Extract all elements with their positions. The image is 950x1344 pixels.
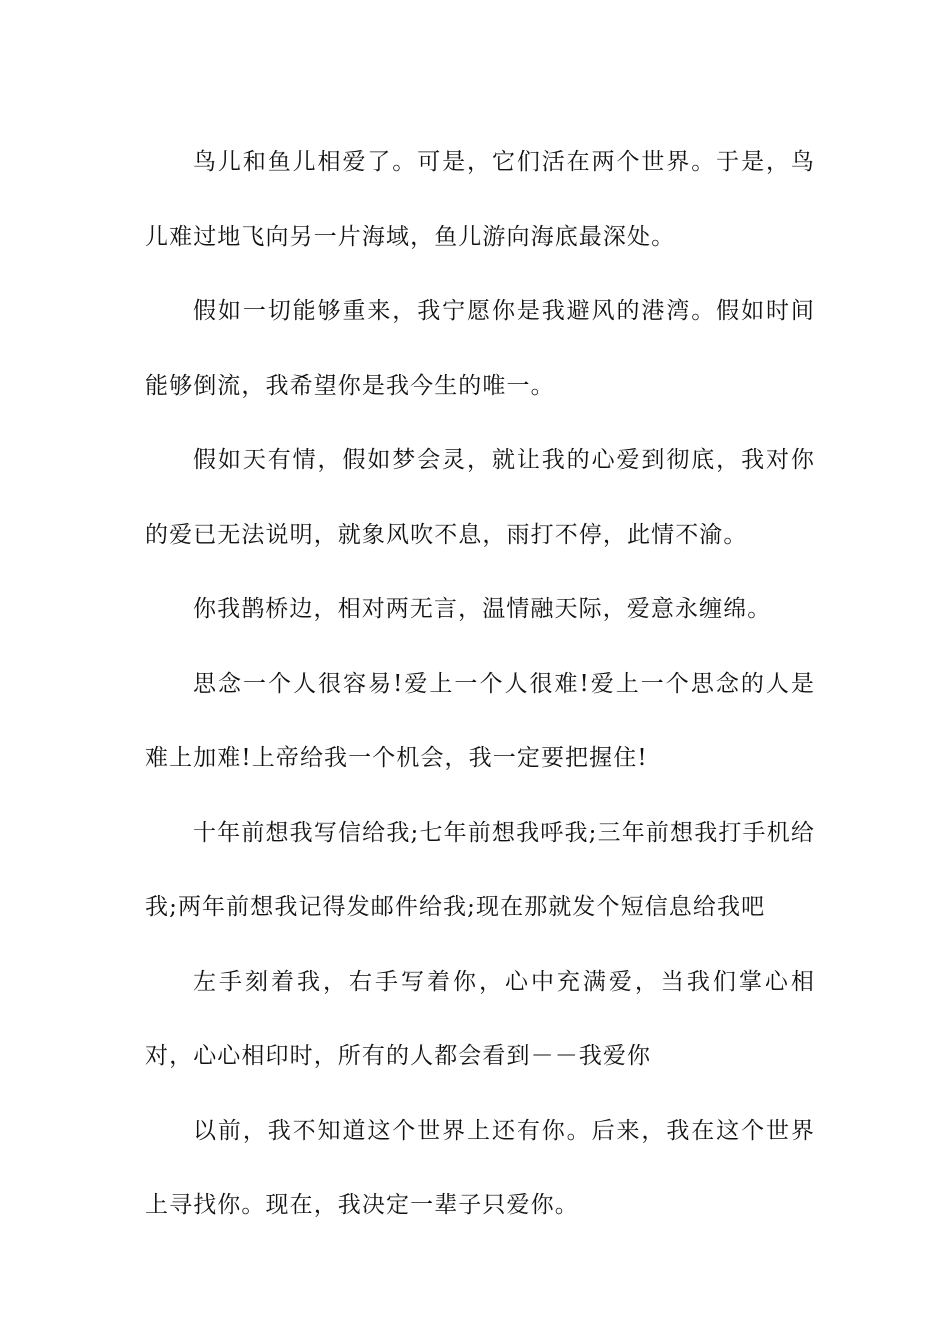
paragraph-6: 十年前想我写信给我;七年前想我呼我;三年前想我打手机给我;两年前想我记得发邮件给我;现在那就发个短信息给我吧 [145, 819, 815, 920]
paragraph-4: 你我鹊桥边，相对两无言，温情融天际，爱意永缠绵。 [193, 596, 772, 622]
paragraph-3: 假如天有情，假如梦会灵，就让我的心爱到彻底，我对你的爱已无法说明，就象风吹不息，雨打不停，此情不渝。 [145, 447, 815, 548]
paragraph-5: 思念一个人很容易!爱上一个人很难!爱上一个思念的人是难上加难!上帝给我一个机会，我一定要把握住! [145, 670, 815, 771]
paragraph-1: 鸟儿和鱼儿相爱了。可是，它们活在两个世界。于是，鸟儿难过地飞向另一片海域，鱼儿游向海底最深处。 [145, 149, 815, 250]
paragraph-8: 以前，我不知道这个世界上还有你。后来，我在这个世界上寻找你。现在，我决定一辈子只爱你。 [145, 1117, 815, 1218]
paragraph-7: 左手刻着我，右手写着你，心中充满爱，当我们掌心相对，心心相印时，所有的人都会看到－－我爱你 [145, 968, 815, 1069]
document-body [145, 125, 815, 1243]
paragraph-2: 假如一切能够重来，我宁愿你是我避风的港湾。假如时间能够倒流，我希望你是我今生的唯一。 [145, 298, 815, 399]
